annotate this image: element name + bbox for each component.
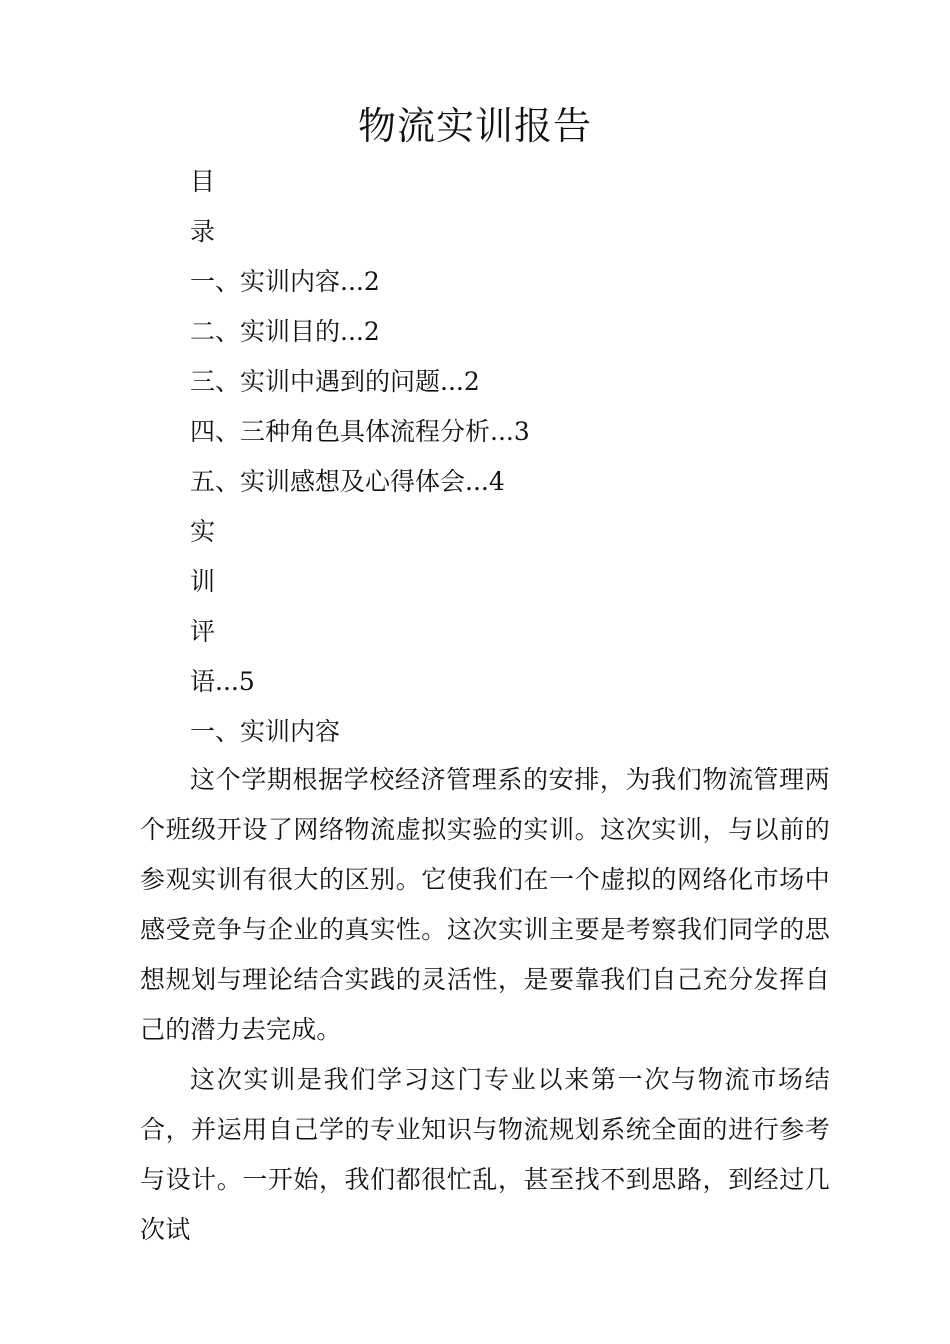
toc-comment-char-1: 实: [190, 517, 216, 546]
toc-item: 五、实训感想及心得体会...4: [190, 467, 505, 496]
toc-item: 一、实训内容...2: [190, 267, 380, 296]
toc-comment-char-3: 评: [190, 617, 216, 646]
section-heading: 一、实训内容: [190, 717, 341, 746]
toc-item: 二、实训目的...2: [190, 317, 380, 346]
body-paragraph: 这个学期根据学校经济管理系的安排，为我们物流管理两个班级开设了网络物流虚拟实验的实训。这次实训，与以前的参观实训有很大的区别。它使我们在一个虚拟的网络化市场中感受竞争与企业的真实性。这次实训主要是考察我们同学的思想规划与理论结合实践的灵活性，是要靠我们自己充分发挥自己的潜力去完成。: [140, 765, 830, 1044]
document-title: 物流实训报告: [357, 104, 592, 148]
toc-item: 三、实训中遇到的问题...2: [190, 367, 480, 396]
toc-heading-char-2: 录: [190, 217, 216, 246]
toc-heading-char-1: 目: [190, 167, 216, 196]
toc-item: 四、三种角色具体流程分析...3: [190, 417, 530, 446]
body-paragraph: 这次实训是我们学习这门专业以来第一次与物流市场结合，并运用自己学的专业知识与物流规划系统全面的进行参考与设计。一开始，我们都很忙乱，甚至找不到思路，到经过几次试: [140, 1065, 830, 1244]
toc-comment-item: 语...5: [190, 667, 255, 696]
toc-comment-char-2: 训: [190, 567, 216, 596]
